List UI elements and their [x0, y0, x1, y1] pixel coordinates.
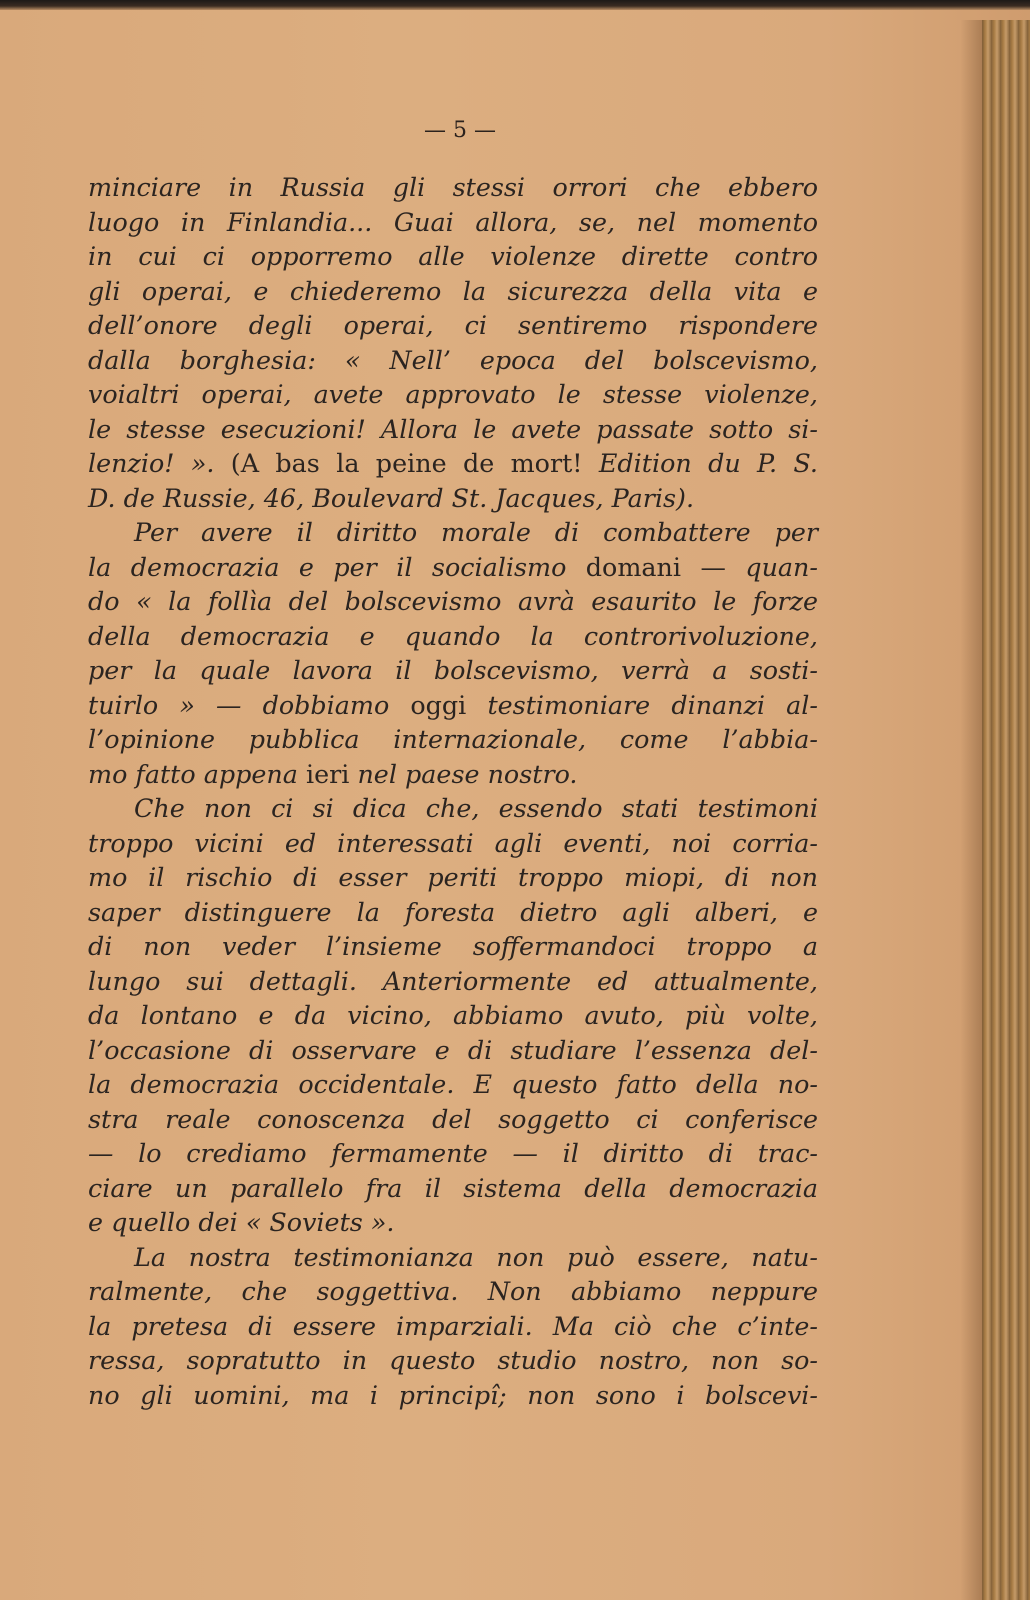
- text-line: [88, 550, 818, 585]
- text-segment: minciare in Russia gli stessi orrori che ebbero: [88, 172, 818, 202]
- text-segment: lenzio! ».: [88, 448, 215, 478]
- text-segment: troppo vicini ed interessati agli eventi, noi corria-: [88, 827, 818, 858]
- text-line: [88, 343, 818, 378]
- text-segment: gli operai, e chiederemo la sicurezza della vita e: [88, 275, 818, 306]
- text-line: [88, 1102, 818, 1137]
- text-line: [88, 688, 818, 723]
- text-segment: saper distinguere la foresta dietro agli alberi, e: [88, 896, 818, 927]
- text-segment: da lontano e da vicino, abbiamo avuto, più volte,: [88, 1000, 818, 1030]
- text-segment: do « la follìa del bolscevismo avrà esaurito le forze: [88, 586, 818, 616]
- text-line: [88, 1136, 818, 1171]
- text-line: [88, 1171, 818, 1206]
- text-line: [88, 619, 818, 654]
- text-line: [88, 515, 818, 550]
- text-segment: dell’onore degli operai, ci sentiremo rispondere: [88, 310, 818, 340]
- text-segment: mo il rischio di esser periti troppo miopi, di non: [88, 862, 818, 892]
- page-number: — 5 —: [424, 118, 496, 143]
- text-line: [88, 826, 818, 861]
- page-top-edge: [0, 0, 1030, 10]
- text-line: [88, 653, 818, 688]
- text-segment: La nostra testimonianza non può essere, natu-: [134, 1241, 818, 1272]
- text-line: [88, 757, 818, 792]
- text-line: [88, 308, 818, 343]
- text-segment: ressa, sopratutto in questo studio nostro, non so-: [88, 1345, 818, 1375]
- text-segment: la pretesa di essere imparziali. Ma ciò che c’inte-: [88, 1310, 818, 1341]
- text-line: [88, 205, 818, 240]
- text-line: [88, 274, 818, 309]
- text-line: [88, 239, 818, 274]
- roman-segment: (A bas la peine de mort!: [214, 448, 599, 478]
- text-line: [88, 964, 818, 999]
- text-segment: tuirlo » — dobbiamo: [88, 689, 390, 720]
- text-line: [88, 1205, 818, 1240]
- text-line: [88, 722, 818, 757]
- text-line: [88, 584, 818, 619]
- text-segment: — lo crediamo fermamente — il diritto di trac-: [88, 1138, 818, 1168]
- text-segment: in cui ci opporremo alle violenze dirette contro: [88, 241, 818, 271]
- text-segment: le stesse esecuzioni! Allora le avete passate sotto si-: [88, 413, 818, 444]
- roman-segment: domani —: [566, 551, 746, 582]
- text-line: [88, 481, 818, 516]
- text-line: [88, 1033, 818, 1068]
- text-segment: di non veder l’insieme soffermandoci troppo a: [88, 931, 818, 961]
- text-line: [88, 446, 818, 481]
- text-line: [88, 1343, 818, 1378]
- text-segment: lungo sui dettagli. Anteriormente ed attualmente,: [88, 965, 818, 996]
- text-segment: per la quale lavora il bolscevismo, verrà a sosti-: [88, 655, 818, 685]
- text-segment: testimoniare dinanzi al-: [487, 689, 819, 720]
- text-segment: e quello dei « Soviets ».: [88, 1207, 395, 1237]
- text-segment: la democrazia occidentale. E questo fatto della no-: [88, 1069, 818, 1099]
- text-segment: Edition du P. S.: [598, 448, 818, 478]
- text-line: [88, 998, 818, 1033]
- text-segment: la democrazia e per il socialismo: [88, 551, 567, 582]
- text-line: [88, 412, 818, 447]
- text-segment: Che non ci si dica che, essendo stati testimoni: [134, 793, 818, 823]
- text-segment: quan-: [745, 551, 818, 582]
- text-line: [88, 791, 818, 826]
- text-segment: stra reale conoscenza del soggetto ci conferisce: [88, 1103, 818, 1134]
- text-line: [88, 1274, 818, 1309]
- text-segment: ciare un parallelo fra il sistema della democrazia: [88, 1172, 818, 1203]
- text-segment: l’occasione di osservare e di studiare l’essenza del-: [88, 1034, 818, 1065]
- text-segment: nel paese nostro.: [357, 758, 578, 789]
- text-segment: l’opinione pubblica internazionale, come l’abbia-: [88, 724, 818, 754]
- text-line: [88, 1240, 818, 1275]
- roman-segment: oggi: [389, 689, 488, 720]
- gutter-shadow: [960, 20, 984, 1600]
- text-line: [88, 860, 818, 895]
- text-segment: della democrazia e quando la controrivoluzione,: [88, 620, 818, 651]
- text-line: [88, 1067, 818, 1102]
- text-line: [88, 377, 818, 412]
- body-text: [88, 170, 818, 1412]
- text-line: [88, 1378, 818, 1413]
- text-segment: mo fatto appena: [88, 758, 298, 789]
- text-segment: voialtri operai, avete approvato le stesse violenze,: [88, 379, 818, 409]
- text-line: [88, 1309, 818, 1344]
- roman-segment: ieri: [297, 758, 358, 789]
- text-segment: dalla borghesia: « Nell’ epoca del bolscevismo,: [88, 344, 818, 375]
- text-line: [88, 895, 818, 930]
- text-segment: no gli uomini, ma i principî; non sono i bolscevi-: [88, 1379, 818, 1410]
- text-segment: ralmente, che soggettiva. Non abbiamo neppure: [88, 1276, 818, 1306]
- text-segment: D. de Russie, 46, Boulevard St. Jacques, Paris).: [88, 482, 695, 513]
- text-line: [88, 170, 818, 205]
- text-segment: luogo in Finlandia... Guai allora, se, nel momento: [88, 206, 818, 237]
- text-line: [88, 929, 818, 964]
- book-edge: [982, 20, 1030, 1600]
- text-segment: Per avere il diritto morale di combattere per: [134, 517, 818, 547]
